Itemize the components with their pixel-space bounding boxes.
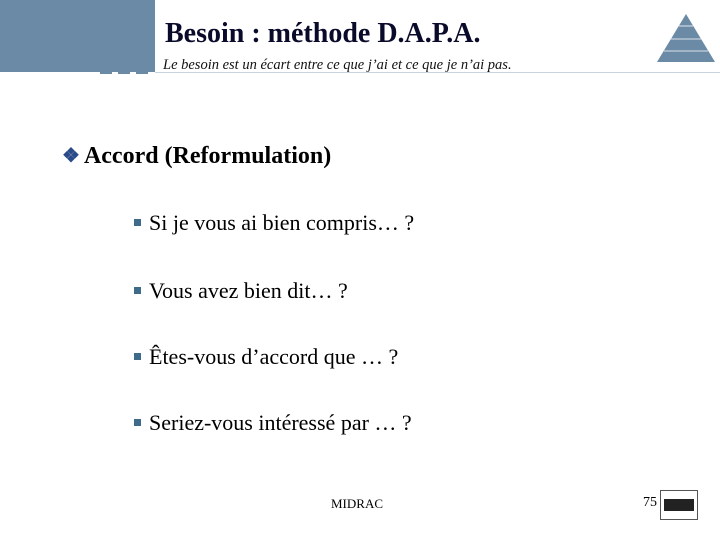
square-bullet-icon — [134, 287, 141, 294]
pyramid-icon — [655, 12, 717, 64]
section-heading-text: Accord (Reformulation) — [83, 143, 332, 169]
diamond-bullet-icon: ❖ — [62, 145, 80, 167]
square-bullet-icon — [134, 353, 141, 360]
header-band — [0, 0, 155, 72]
footer-label: MIDRAC — [331, 496, 384, 511]
header-square — [100, 62, 112, 74]
list-item-text: Si je vous ai bien compris… ? — [149, 210, 415, 235]
list-item-text: Seriez-vous intéressé par … ? — [149, 410, 412, 435]
square-bullet-icon — [134, 219, 141, 226]
idrac-logo — [660, 490, 698, 520]
page-title: Besoin : méthode D.A.P.A. — [165, 18, 481, 49]
list-item — [134, 278, 348, 304]
page-subtitle: Le besoin est un écart entre ce que j’ai et ce que je n’ai pas. — [163, 57, 512, 73]
header-square — [118, 62, 130, 74]
section-heading — [62, 143, 331, 170]
list-item-text: Êtes-vous d’accord que … ? — [149, 344, 399, 369]
list-item — [134, 210, 414, 236]
list-item-text: Vous avez bien dit… ? — [149, 278, 348, 303]
logo-mark — [664, 499, 694, 511]
list-item — [134, 410, 412, 436]
list-item — [134, 344, 398, 370]
header-square — [136, 62, 148, 74]
page-number: 75 — [643, 495, 657, 510]
square-bullet-icon — [134, 419, 141, 426]
